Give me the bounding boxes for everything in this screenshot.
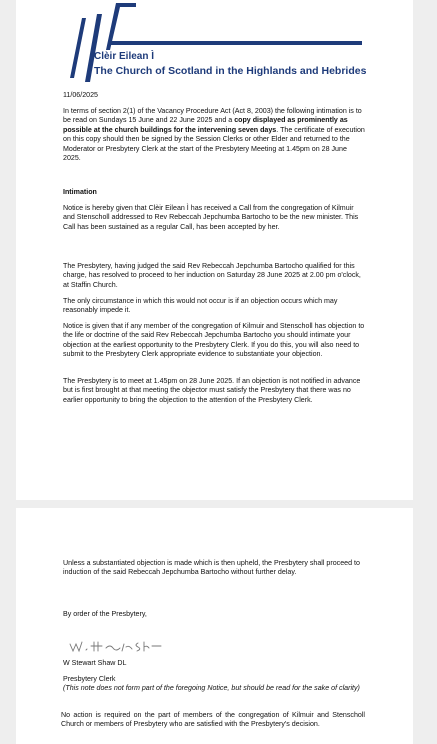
circumstance-paragraph: The only circumstance in which this would not occur is if an objection occurs which may reasonably impede it. — [63, 297, 338, 315]
intro-text-1: In terms of section 2(1) of the Vacancy Procedure Act (Act 8, 2003) the following intimation is to be read on Sundays 15 June and 22 June 2025 and a — [63, 107, 362, 125]
meeting-paragraph: The Presbytery is to meet at 1.45pm on 28 June 2025. If an objection is not notified in advance but is first brought at that meeting the objector must satisfy the Presbytery that there was no earlier opportunity to bring the objection to the attention of the Presbytery Clerk. — [63, 377, 361, 404]
notice-date: 11/06/2025 — [63, 91, 98, 99]
document-page-2 — [16, 508, 413, 744]
intro-bold-text: copy displayed as prominently as possible at the church buildings for the intervening seven days — [63, 116, 348, 134]
signatory-title: Presbytery Clerk — [63, 675, 116, 683]
logo-subtitle: The Church of Scotland in the Highlands and Hebrides — [94, 65, 367, 77]
signature-icon — [66, 636, 166, 658]
intro-paragraph — [63, 107, 365, 164]
by-order-text: By order of the Presbytery, — [63, 610, 147, 618]
induction-paragraph: The Presbytery, having judged the said Rev Rebeccah Jepchumba Bartocho qualified for this charge, has resolved to proceed to her induction on Saturday 28 June 2025 at 2.00 pm o'clock, at Staffin Church. — [63, 262, 361, 289]
objection-paragraph: Notice is given that if any member of the congregation of Kilmuir and Stenscholl has objection to the life or doctrine of the said Rev Rebeccah Jepchumba Bartocho you should intimate your objection at the earliest opportunity to the Presbytery Clerk. If you do this, you will also need to submit to the Presbytery Clerk appropriate evidence to substantiate your objection. — [63, 322, 365, 359]
clarity-note: (This note does not form part of the foregoing Notice, but should be read for the sake of clarity) — [63, 684, 360, 692]
call-paragraph: Notice is hereby given that Clèir Eilean Ì has received a Call from the congregation of Kilmuir and Stenscholl addressed to Rev Rebeccah Jepchumba Bartocho to be the new minister. This Call has been sustained as a regular Call, has been accepted by her. — [63, 204, 359, 231]
final-paragraph: No action is required on the part of members of the congregation of Kilmuir and Stenscholl Church or members of Presbytery who are satisfied with the Presbytery's decision. — [61, 711, 365, 729]
logo-name: Clèir Eilean Ì — [94, 51, 155, 62]
unless-paragraph: Unless a substantiated objection is made which is then upheld, the Presbytery shall proceed to induction of the said Rebeccah Jepchumba Bartocho without further delay. — [63, 559, 360, 577]
document-page-1 — [16, 0, 413, 500]
intimation-heading: Intimation — [63, 188, 97, 196]
signatory-name: W Stewart Shaw DL — [63, 659, 127, 667]
intro-text-2: . The certificate of execution on this copy should then be signed by the Session Clerks or other Elder and returned to the Moderator or Presbytery Clerk at the start of the Presbytery Meeting at 1.45pm on 28 June 2025. — [63, 125, 365, 163]
